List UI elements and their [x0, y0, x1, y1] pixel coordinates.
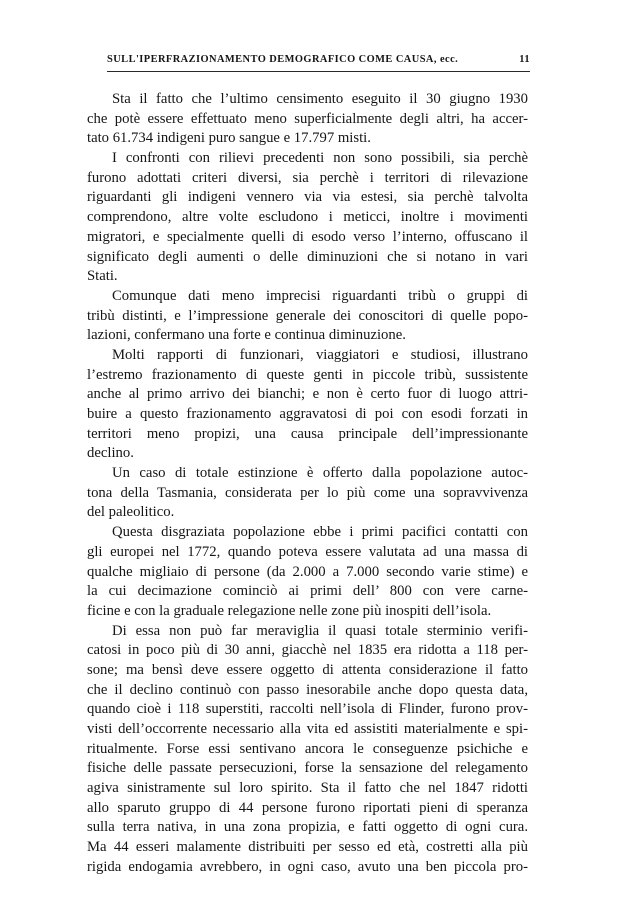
text-line: Questa disgraziata popolazione ebbe i primi pacifici contatti con [112, 524, 528, 541]
page-number: 11 [519, 54, 530, 65]
text-line: Stati. [87, 268, 118, 285]
text-line: ficine e con la graduale relegazione nelle zone più inospiti dell’isola. [87, 602, 492, 619]
running-head-title: SULL'IPERFRAZIONAMENTO DEMOGRAFICO COME CAUSA, ecc. [107, 54, 459, 65]
text-line: che potè essere effettuato meno superficialmente degli altri, ha accer- [87, 110, 528, 127]
header-rule [107, 71, 530, 72]
text-line: catosi in poco più di 30 anni, giacchè nel 1835 era ridotta a 118 per- [87, 642, 528, 659]
text-line: sulla terra nativa, in una zona propizia, e fatti oggetto di ogni cura. [87, 819, 528, 836]
text-line: l’estremo frazionamento di queste genti in piccole tribù, sussistente [87, 366, 528, 383]
text-line: agiva sinistramente sul loro spirito. Sta il fatto che nel 1847 ridotti [87, 780, 528, 797]
text-line: quando cioè i 118 superstiti, raccolti nell’isola di Flinder, furono prov- [87, 701, 528, 718]
text-line: allo sparuto gruppo di 44 persone furono riportati pieni di speranza [87, 799, 528, 816]
text-line: Comunque dati meno imprecisi riguardanti tribù o gruppi di [112, 287, 528, 304]
text-line: tribù distinti, e l’impressione generale dei conoscitori di quelle popo- [87, 307, 528, 324]
text-line: buire a questo frazionamento aggravatosi di poi con esodi forzati in [87, 406, 528, 422]
text-line: territori meno propizi, una causa principale dell’impressionante [87, 425, 528, 442]
text-line: gli europei nel 1772, quando poteva essere valutata ad una massa di [87, 543, 528, 560]
text-line: Sta il fatto che l’ultimo censimento eseguito il 30 giugno 1930 [112, 91, 528, 107]
text-line: declino. [87, 445, 134, 462]
text-line: ritualmente. Forse essi sentivano ancora le conseguenze psichiche e [87, 740, 528, 757]
text-line: migratori, e specialmente quelli di esodo verso l’interno, offuscano il [87, 228, 528, 245]
text-line: Molti rapporti di funzionari, viaggiatori e studiosi, illustrano [112, 346, 528, 363]
text-line: visti dell’occorrente necessario alla vita ed assistiti materialmente e spi- [87, 721, 528, 737]
text-line: del paleolitico. [87, 504, 175, 521]
text-line: tato 61.734 indigeni puro sangue e 17.797 misti. [87, 130, 371, 147]
body-text [87, 90, 528, 878]
text-line: riguardanti gli indigeni vennero via via estesi, sia perchè talvolta [87, 189, 528, 206]
text-line: significato degli aumenti o delle diminuzioni che si notano in vari [87, 248, 528, 265]
text-line: che il declino continuò con passo inesorabile anche dopo questa data, [87, 681, 528, 698]
text-line: lazioni, confermano una forte e continua diminuzione. [87, 327, 406, 344]
text-line: furono adottati criteri diversi, sia perchè i territori di rilevazione [87, 169, 528, 186]
text-line: rigida endogamia avrebbero, in ogni caso, avuto una ben piccola pro- [87, 858, 528, 875]
running-head [107, 54, 530, 70]
text-line: fisiche delle passate persecuzioni, forse la sensazione del relegamento [87, 760, 528, 777]
text-line: Ma 44 esseri malamente distribuiti per sesso ed età, costretti alla più [87, 839, 528, 856]
text-line: sone; ma bensì deve essere oggetto di attenta considerazione il fatto [87, 661, 528, 678]
text-line: I confronti con rilievi precedenti non sono possibili, sia perchè [112, 150, 528, 167]
text-line: anche al primo arrivo dei bianchi; e non è certo fuor di luogo attri- [87, 386, 528, 403]
text-line: la cui decimazione cominciò ai primi dell’ 800 con vere carne- [87, 583, 528, 600]
text-line: comprendono, altre volte escludono i meticci, inoltre i movimenti [87, 209, 528, 226]
text-line: Un caso di totale estinzione è offerto dalla popolazione autoc- [112, 465, 528, 482]
text-line: qualche migliaio di persone (da 2.000 a 7.000 secondo varie stime) e [87, 563, 528, 580]
text-line: Di essa non può far meraviglia il quasi totale sterminio verifi- [112, 622, 528, 639]
text-line: tona della Tasmania, considerata per lo più come una sopravvivenza [87, 484, 528, 501]
